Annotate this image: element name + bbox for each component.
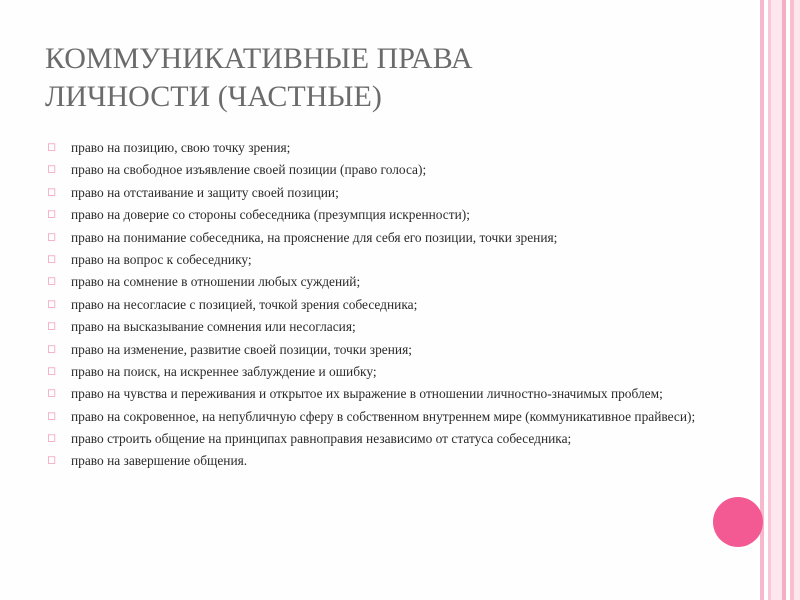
list-item <box>38 364 698 379</box>
bullet-marker-icon: ◻ <box>47 230 57 243</box>
list-item <box>38 409 698 424</box>
list-item <box>38 207 698 222</box>
slide-title <box>45 40 695 116</box>
list-item <box>38 386 698 401</box>
bullet-marker-icon: ◻ <box>47 364 57 377</box>
decorative-stripes <box>756 0 800 600</box>
list-item <box>38 297 698 312</box>
list-item-text: право на чувства и переживания и открытое их выражение в отношении личностно-значимых проблем; <box>71 386 663 402</box>
bullet-marker-icon: ◻ <box>47 275 57 288</box>
rights-list <box>38 140 698 476</box>
bullet-marker-icon: ◻ <box>47 409 57 422</box>
title-line-1: КОММУНИКАТИВНЫЕ ПРАВА <box>45 42 473 75</box>
list-item-text: право на свободное изъявление своей позиции (право голоса); <box>71 162 427 178</box>
bullet-marker-icon: ◻ <box>47 297 57 310</box>
list-item-text: право на сомнение в отношении любых суждений; <box>71 274 361 290</box>
list-item-text: право на сокровенное, на непубличную сферу в собственном внутреннем мире (коммуникативное прайвеси); <box>71 408 696 424</box>
title-line-2: ЛИЧНОСТИ (ЧАСТНЫЕ) <box>45 80 382 113</box>
bullet-marker-icon: ◻ <box>47 163 57 176</box>
list-item-text: право на доверие со стороны собеседника (презумпция искренности); <box>71 207 470 223</box>
list-item-text: право на изменение, развитие своей позиции, точки зрения; <box>71 341 412 357</box>
list-item-text: право на понимание собеседника, на прояснение для себя его позиции, точки зрения; <box>71 229 558 245</box>
list-item <box>38 185 698 200</box>
list-item <box>38 453 698 468</box>
list-item-text: право на позицию, свою точку зрения; <box>71 140 291 155</box>
bullet-marker-icon: ◻ <box>47 387 57 400</box>
list-item-text: право на поиск, на искреннее заблуждение и ошибку; <box>71 363 377 379</box>
bullet-marker-icon: ◻ <box>47 432 57 445</box>
list-item-text: право на высказывание сомнения или несогласия; <box>71 319 356 335</box>
list-item-text: право строить общение на принципах равноправия независимо от статуса собеседника; <box>71 431 572 447</box>
list-item <box>38 342 698 357</box>
bullet-marker-icon: ◻ <box>47 252 57 265</box>
list-item-text: право на несогласие с позицией, точкой зрения собеседника; <box>71 296 418 312</box>
bullet-marker-icon: ◻ <box>47 320 57 333</box>
bullet-marker-icon: ◻ <box>47 342 57 355</box>
list-item <box>38 252 698 267</box>
list-item <box>38 431 698 446</box>
list-item <box>38 274 698 289</box>
decorative-pink-circle <box>713 497 763 547</box>
list-item <box>38 319 698 334</box>
list-item <box>38 162 698 177</box>
bullet-marker-icon: ◻ <box>47 454 57 467</box>
bullet-marker-icon: ◻ <box>47 185 57 198</box>
list-item-text: право на завершение общения. <box>71 453 248 469</box>
bullet-marker-icon: ◻ <box>47 208 57 221</box>
bullet-marker-icon: ◻ <box>47 141 57 153</box>
list-item <box>38 230 698 245</box>
list-item-text: право на отстаивание и защиту своей позиции; <box>71 184 339 200</box>
list-item-text: право на вопрос к собеседнику; <box>71 251 252 267</box>
list-item <box>38 140 698 155</box>
